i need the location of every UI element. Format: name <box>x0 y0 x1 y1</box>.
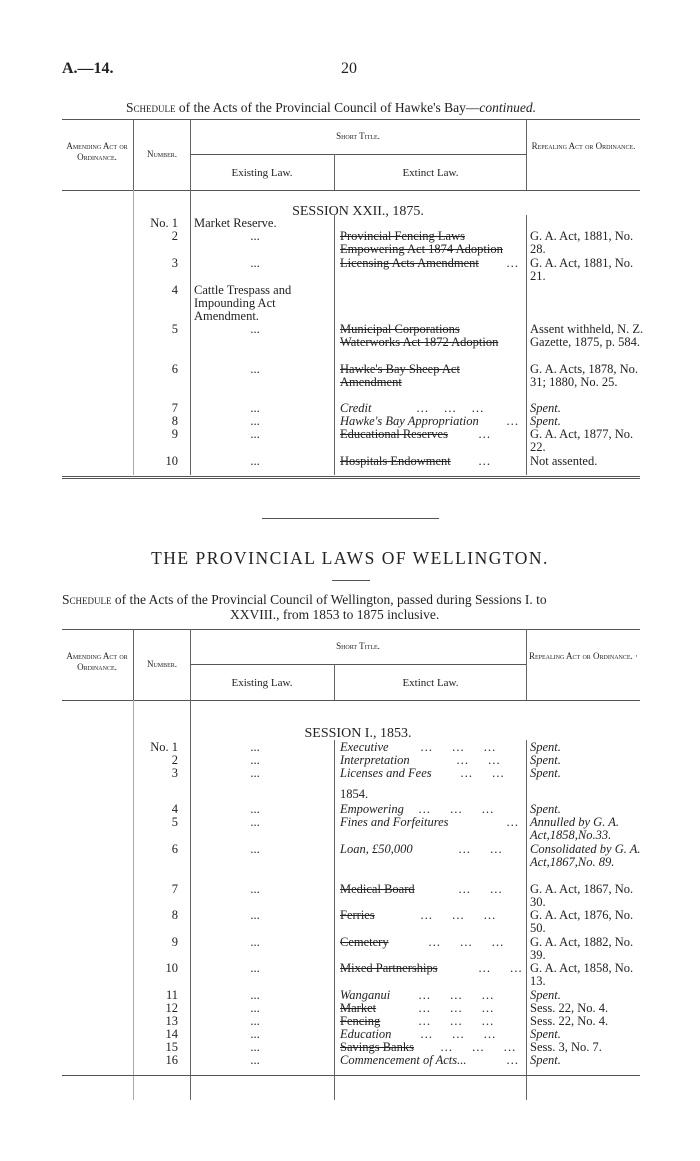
header-number: Number. <box>146 659 178 669</box>
repealing-label: Repealing Act or Ordinance. <box>528 651 633 661</box>
repealing-act: G. A. Act, 1881, No. 21. <box>530 256 634 283</box>
repealing-act: Sess. 3, No. 7. <box>530 1040 602 1054</box>
header-existing-law: Existing Law. <box>231 167 293 179</box>
header-short-title: Short Title. <box>336 641 380 651</box>
extinct-law: Fencing <box>340 1014 381 1028</box>
act-number: 4 <box>171 283 178 297</box>
existing-law: ... <box>250 1040 260 1054</box>
existing-law: Market Reserve. <box>194 216 277 230</box>
extinct-law: Executive <box>340 740 389 754</box>
extinct-law: Savings Banks <box>340 1040 414 1054</box>
header-extinct-law: Extinct Law. <box>402 167 459 179</box>
dot-leader: … <box>506 256 519 270</box>
extinct-law: Medical Board <box>340 882 415 896</box>
wellington-caption-line1 <box>62 592 547 608</box>
act-number: 5 <box>171 815 178 829</box>
act-number: 6 <box>171 842 178 856</box>
act-number: 5 <box>171 322 178 336</box>
extinct-law: Commencement of Acts... <box>340 1053 467 1067</box>
header-short-title: Short Title. <box>336 131 380 141</box>
existing-law: ... <box>250 1001 260 1015</box>
extinct-law: Fines and Forfeitures <box>340 815 449 829</box>
wellington-caption-line2: XXVIII., from 1853 to 1875 inclusive. <box>230 607 440 622</box>
header-repealing <box>527 651 640 662</box>
repealing-act: Spent. <box>530 753 561 767</box>
extinct-law: Market <box>340 1001 377 1015</box>
header-amending: Amending Act or Ordinance. <box>66 141 128 162</box>
existing-law: ... <box>250 815 260 829</box>
repealing-act: G. A. Act, 1867, No. 30. <box>530 882 634 909</box>
existing-law: ... <box>250 454 260 468</box>
dot-leader: … … … <box>418 1014 502 1028</box>
act-number: 7 <box>171 882 178 896</box>
repealing-act: Spent. <box>530 401 561 415</box>
existing-law: ... <box>250 1014 260 1028</box>
dot-leader: … … … <box>428 935 512 949</box>
document-reference: A.—14. <box>62 60 114 77</box>
dot-leader: … … <box>460 766 513 780</box>
year-heading: 1854. <box>340 787 369 801</box>
act-number: 3 <box>171 256 178 270</box>
existing-law: ... <box>250 802 260 816</box>
act-number: 13 <box>165 1014 178 1028</box>
dot-leader: … … … <box>420 1027 504 1041</box>
existing-law: ... <box>250 322 260 336</box>
repealing-act: G. A. Acts, 1878, No. 31; 1880, No. 25. <box>530 362 638 389</box>
dot-leader: … … <box>456 753 509 767</box>
existing-law: ... <box>250 753 260 767</box>
caption-lead: Schedule <box>126 100 176 115</box>
page-number: 20 <box>341 60 357 77</box>
caption-text: of the Acts of the Provincial Council of Wellington, passed during Sessions I. to <box>111 592 547 607</box>
existing-law: ... <box>250 988 260 1002</box>
repealing-act: G. A. Act, 1858, No. 13. <box>530 961 634 988</box>
extinct-law: Hawke's Bay Sheep Act Amendment <box>340 363 460 389</box>
extinct-law: Loan, £50,000 <box>340 842 413 856</box>
act-number: 3 <box>171 766 178 780</box>
act-number: 6 <box>171 362 178 376</box>
act-number: 14 <box>165 1027 178 1041</box>
existing-law: ... <box>250 229 260 243</box>
caption-continued: continued. <box>479 100 537 115</box>
repealing-act: Not assented. <box>530 454 598 468</box>
existing-law: ... <box>250 766 260 780</box>
existing-law: ... <box>250 935 260 949</box>
extinct-law: Mixed Partnerships <box>340 961 438 975</box>
repealing-act: Sess. 22, No. 4. <box>530 1001 609 1015</box>
existing-law: ... <box>250 414 260 428</box>
dot-leader: … … <box>458 882 511 896</box>
caption-lead: Schedule <box>62 592 112 607</box>
section-rule <box>262 518 439 519</box>
existing-law: ... <box>250 1053 260 1067</box>
repealing-act: Spent. <box>530 802 561 816</box>
existing-law: ... <box>250 882 260 896</box>
existing-law: ... <box>250 1027 260 1041</box>
header-repealing: Repealing Act or Ordinance. <box>531 141 636 151</box>
act-number: No. 1 <box>150 740 178 754</box>
dot-leader: … … … <box>418 988 502 1002</box>
act-number: 8 <box>171 908 178 922</box>
repealing-act: Spent. <box>530 988 561 1002</box>
act-number: 2 <box>171 229 178 243</box>
header-existing-law: Existing Law. <box>231 677 293 689</box>
caption-text: of the Acts of the Provincial Council of Hawke's Bay— <box>175 100 480 115</box>
existing-law: ... <box>250 908 260 922</box>
dot-leader: … … … <box>420 740 504 754</box>
dot-leader: … <box>478 427 491 441</box>
repealing-act: G. A. Act, 1881, No. 28. <box>530 229 634 256</box>
dot-leader: … <box>478 454 491 468</box>
extinct-law: Licensing Acts Amendment <box>340 257 479 270</box>
existing-law: ... <box>250 427 260 441</box>
repealing-act: Spent. <box>530 740 561 754</box>
act-number: 8 <box>171 414 178 428</box>
dot-leader: … <box>506 1053 519 1067</box>
repealing-act: G. A. Act, 1882, No. 39. <box>530 935 634 962</box>
extinct-law: Educational Reserves <box>340 428 448 441</box>
section-title: THE PROVINCIAL LAWS OF WELLINGTON. <box>151 548 549 568</box>
existing-law: ... <box>250 842 260 856</box>
dot-leader: … … <box>478 961 531 975</box>
repealing-act: Sess. 22, No. 4. <box>530 1014 609 1028</box>
act-number: No. 1 <box>150 216 178 230</box>
extinct-law: Wanganui <box>340 988 391 1002</box>
session-heading: SESSION I., 1853. <box>304 726 412 741</box>
act-number: 7 <box>171 401 178 415</box>
repealing-act: Spent. <box>530 414 561 428</box>
act-number: 10 <box>165 961 178 975</box>
repealing-act: Annulled by G. A. Act,1858,No.33. <box>530 815 619 842</box>
header-extinct-law: Extinct Law. <box>402 677 459 689</box>
existing-law: ... <box>250 256 260 270</box>
extinct-law: Cemetery <box>340 935 389 949</box>
header-number: Number. <box>146 149 178 159</box>
extinct-law: Licenses and Fees <box>340 766 432 780</box>
repealing-act: Spent. <box>530 1027 561 1041</box>
extinct-law: Municipal Corporations Waterworks Act 1872 Adoption <box>340 323 499 349</box>
extinct-law: Hawke's Bay Appropriation <box>340 415 479 428</box>
extinct-law: Credit <box>340 402 372 415</box>
existing-law: ... <box>250 961 260 975</box>
repealing-act: Spent. <box>530 766 561 780</box>
act-number: 9 <box>171 935 178 949</box>
extinct-law: Interpretation <box>340 753 410 767</box>
extinct-law: Empowering <box>340 802 404 816</box>
hawkes-bay-caption <box>126 100 536 116</box>
dot-leader: … … … <box>440 1040 524 1054</box>
act-number: 9 <box>171 427 178 441</box>
repealing-act: G. A. Act, 1877, No. 22. <box>530 427 634 454</box>
extinct-law: Education <box>340 1027 392 1041</box>
extinct-law: Ferries <box>340 908 375 922</box>
repealing-act: G. A. Act, 1876, No. 50. <box>530 908 634 935</box>
act-number: 16 <box>165 1053 178 1067</box>
dot-leader: … … … <box>418 1001 502 1015</box>
dot-leader: … … … <box>418 802 502 816</box>
repealing-act: Spent. <box>530 1053 561 1067</box>
act-number: 4 <box>171 802 178 816</box>
extinct-law: Hospitals Endowment <box>340 455 451 468</box>
dot-leader: … <box>506 414 519 428</box>
act-number: 2 <box>171 753 178 767</box>
act-number: 12 <box>165 1001 178 1015</box>
dot-leader: … <box>506 815 519 829</box>
act-number: 10 <box>165 454 178 468</box>
extinct-law: Provincial Fencing Laws Empowering Act 1874 Adoption <box>340 230 503 256</box>
existing-law: ... <box>250 401 260 415</box>
repealing-act: Assent withheld, N. Z. Gazette, 1875, p. 584. <box>530 322 644 349</box>
repealing-act: Consolidated by G. A. Act,1867,No. 89. <box>530 842 641 869</box>
existing-law: Cattle Trespass and Impounding Act Amendment. <box>194 283 292 323</box>
header-amending: Amending Act or Ordinance. <box>66 651 128 672</box>
session-heading: SESSION XXII., 1875. <box>292 204 424 219</box>
existing-law: ... <box>250 740 260 754</box>
title-rule <box>332 580 370 581</box>
dot-leader: … … … <box>416 401 490 415</box>
dot-leader: … … <box>458 842 511 856</box>
dot-leader: … … … <box>420 908 504 922</box>
header-mark: · <box>635 651 639 661</box>
act-number: 11 <box>165 988 178 1002</box>
existing-law: ... <box>250 362 260 376</box>
act-number: 15 <box>165 1040 178 1054</box>
